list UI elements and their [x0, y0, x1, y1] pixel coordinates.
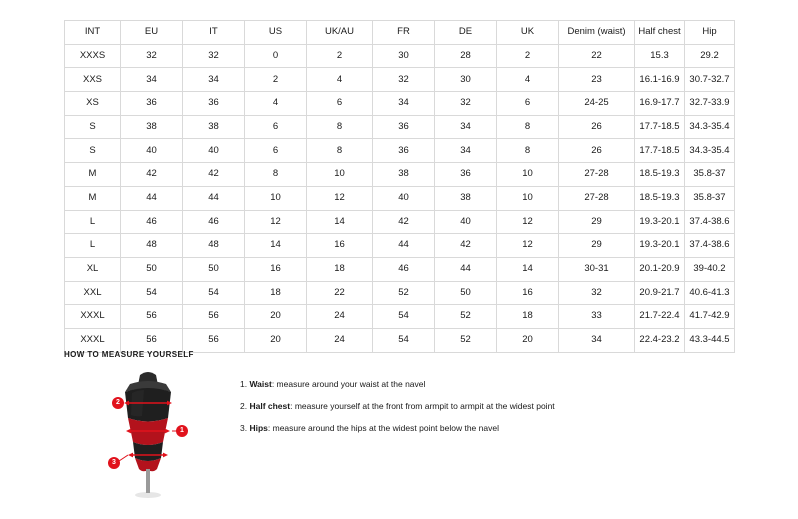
cell-fr: 30: [373, 44, 435, 68]
cell-eu: 54: [121, 281, 183, 305]
cell-de: 44: [435, 257, 497, 281]
cell-hip: 30.7-32.7: [685, 68, 735, 92]
cell-de: 30: [435, 68, 497, 92]
table-header: [65, 21, 735, 45]
cell-us: 8: [245, 163, 307, 187]
cell-half-chest: 17.7-18.5: [635, 115, 685, 139]
cell-eu: 34: [121, 68, 183, 92]
cell-us: 20: [245, 328, 307, 352]
how-to-measure-section: [64, 350, 744, 499]
table-row: [65, 305, 735, 329]
cell-uk-au: 24: [307, 305, 373, 329]
cell-eu: 42: [121, 163, 183, 187]
cell-half-chest: 17.7-18.5: [635, 139, 685, 163]
measure-item-text: : measure around the hips at the widest point below the navel: [267, 423, 499, 434]
cell-fr: 52: [373, 281, 435, 305]
column-header-eu: EU: [121, 21, 183, 45]
cell-eu: 44: [121, 186, 183, 210]
list-item: [240, 423, 555, 433]
cell-uk-au: 18: [307, 257, 373, 281]
cell-us: 14: [245, 234, 307, 258]
cell-it: 38: [183, 115, 245, 139]
cell-eu: 32: [121, 44, 183, 68]
cell-it: 50: [183, 257, 245, 281]
cell-denim-waist: 29: [559, 210, 635, 234]
cell-int: XS: [65, 92, 121, 116]
cell-int: L: [65, 234, 121, 258]
cell-half-chest: 19.3-20.1: [635, 210, 685, 234]
cell-denim-waist: 33: [559, 305, 635, 329]
cell-fr: 44: [373, 234, 435, 258]
cell-it: 34: [183, 68, 245, 92]
mannequin-illustration: [88, 369, 208, 499]
column-header-fr: FR: [373, 21, 435, 45]
list-item: [240, 379, 555, 389]
cell-eu: 38: [121, 115, 183, 139]
cell-uk: 14: [497, 257, 559, 281]
measure-item-term: Waist: [249, 379, 272, 389]
cell-fr: 36: [373, 115, 435, 139]
measure-item-number: 2.: [240, 401, 248, 412]
cell-it: 32: [183, 44, 245, 68]
cell-hip: 39-40.2: [685, 257, 735, 281]
cell-us: 18: [245, 281, 307, 305]
cell-eu: 50: [121, 257, 183, 281]
column-header-uk: UK: [497, 21, 559, 45]
column-header-de: DE: [435, 21, 497, 45]
measure-instructions-list: [240, 369, 555, 446]
cell-uk: 18: [497, 305, 559, 329]
cell-fr: 42: [373, 210, 435, 234]
cell-uk: 12: [497, 234, 559, 258]
cell-us: 2: [245, 68, 307, 92]
size-table: [64, 20, 735, 353]
column-header-int: INT: [65, 21, 121, 45]
cell-int: S: [65, 115, 121, 139]
cell-de: 42: [435, 234, 497, 258]
table-row: [65, 92, 735, 116]
cell-us: 12: [245, 210, 307, 234]
cell-us: 16: [245, 257, 307, 281]
cell-it: 40: [183, 139, 245, 163]
cell-uk-au: 6: [307, 92, 373, 116]
cell-us: 4: [245, 92, 307, 116]
cell-uk-au: 16: [307, 234, 373, 258]
measure-item-text: : measure around your waist at the navel: [271, 379, 426, 389]
cell-de: 40: [435, 210, 497, 234]
cell-denim-waist: 27-28: [559, 186, 635, 210]
mannequin-figure-icon: [88, 369, 208, 499]
cell-hip: 37.4-38.6: [685, 210, 735, 234]
cell-us: 0: [245, 44, 307, 68]
cell-eu: 56: [121, 328, 183, 352]
cell-it: 54: [183, 281, 245, 305]
cell-uk-au: 10: [307, 163, 373, 187]
table-row: [65, 234, 735, 258]
cell-half-chest: 20.1-20.9: [635, 257, 685, 281]
measure-item-number: 1.: [240, 379, 248, 389]
cell-int: XL: [65, 257, 121, 281]
cell-fr: 40: [373, 186, 435, 210]
cell-uk: 20: [497, 328, 559, 352]
size-chart: [64, 20, 734, 353]
cell-denim-waist: 30-31: [559, 257, 635, 281]
cell-hip: 43.3-44.5: [685, 328, 735, 352]
cell-fr: 34: [373, 92, 435, 116]
cell-denim-waist: 29: [559, 234, 635, 258]
cell-uk: 10: [497, 163, 559, 187]
cell-hip: 34.3-35.4: [685, 115, 735, 139]
cell-uk-au: 8: [307, 115, 373, 139]
table-row: [65, 186, 735, 210]
list-item: [240, 401, 555, 411]
cell-int: XXXL: [65, 328, 121, 352]
cell-denim-waist: 26: [559, 115, 635, 139]
cell-it: 36: [183, 92, 245, 116]
cell-denim-waist: 24-25: [559, 92, 635, 116]
cell-uk-au: 4: [307, 68, 373, 92]
cell-fr: 36: [373, 139, 435, 163]
cell-eu: 48: [121, 234, 183, 258]
cell-it: 56: [183, 328, 245, 352]
cell-int: XXXL: [65, 305, 121, 329]
cell-hip: 37.4-38.6: [685, 234, 735, 258]
column-header-it: IT: [183, 21, 245, 45]
measure-item-term: Half chest: [249, 401, 291, 412]
how-to-measure-title: HOW TO MEASURE YOURSELF: [64, 350, 194, 359]
cell-hip: 32.7-33.9: [685, 92, 735, 116]
cell-uk: 2: [497, 44, 559, 68]
cell-it: 42: [183, 163, 245, 187]
cell-uk-au: 12: [307, 186, 373, 210]
cell-de: 52: [435, 305, 497, 329]
table-header-row: [65, 21, 735, 45]
cell-denim-waist: 32: [559, 281, 635, 305]
cell-half-chest: 18.5-19.3: [635, 163, 685, 187]
cell-uk-au: 8: [307, 139, 373, 163]
cell-us: 10: [245, 186, 307, 210]
cell-de: 32: [435, 92, 497, 116]
cell-denim-waist: 26: [559, 139, 635, 163]
cell-denim-waist: 23: [559, 68, 635, 92]
cell-it: 44: [183, 186, 245, 210]
cell-int: S: [65, 139, 121, 163]
table-row: [65, 139, 735, 163]
table-row: [65, 210, 735, 234]
cell-int: XXS: [65, 68, 121, 92]
cell-half-chest: 20.9-21.7: [635, 281, 685, 305]
cell-it: 46: [183, 210, 245, 234]
cell-int: XXL: [65, 281, 121, 305]
cell-fr: 46: [373, 257, 435, 281]
cell-us: 20: [245, 305, 307, 329]
cell-int: L: [65, 210, 121, 234]
cell-us: 6: [245, 115, 307, 139]
cell-int: M: [65, 186, 121, 210]
table-row: [65, 328, 735, 352]
table-row: [65, 281, 735, 305]
cell-it: 48: [183, 234, 245, 258]
column-header-uk-au: UK/AU: [307, 21, 373, 45]
how-to-measure-body: [64, 369, 744, 499]
cell-de: 38: [435, 186, 497, 210]
cell-de: 50: [435, 281, 497, 305]
cell-hip: 41.7-42.9: [685, 305, 735, 329]
measure-item-term: Hips: [249, 423, 268, 434]
cell-int: XXXS: [65, 44, 121, 68]
cell-uk: 16: [497, 281, 559, 305]
column-header-hip: Hip: [685, 21, 735, 45]
cell-denim-waist: 22: [559, 44, 635, 68]
cell-uk: 8: [497, 115, 559, 139]
table-row: [65, 44, 735, 68]
cell-eu: 46: [121, 210, 183, 234]
cell-de: 34: [435, 115, 497, 139]
cell-half-chest: 18.5-19.3: [635, 186, 685, 210]
cell-half-chest: 19.3-20.1: [635, 234, 685, 258]
table-row: [65, 163, 735, 187]
column-header-half-chest: Half chest: [635, 21, 685, 45]
cell-int: M: [65, 163, 121, 187]
cell-eu: 56: [121, 305, 183, 329]
cell-fr: 54: [373, 328, 435, 352]
cell-de: 34: [435, 139, 497, 163]
table-row: [65, 68, 735, 92]
cell-fr: 32: [373, 68, 435, 92]
table-body: [65, 44, 735, 352]
cell-fr: 38: [373, 163, 435, 187]
half-chest-marker: 2: [112, 397, 124, 409]
measure-item-text: : measure yourself at the front from armpit to armpit at the widest point: [290, 401, 555, 412]
cell-half-chest: 22.4-23.2: [635, 328, 685, 352]
cell-uk: 12: [497, 210, 559, 234]
cell-uk-au: 2: [307, 44, 373, 68]
cell-uk: 8: [497, 139, 559, 163]
cell-uk-au: 22: [307, 281, 373, 305]
cell-half-chest: 21.7-22.4: [635, 305, 685, 329]
cell-eu: 36: [121, 92, 183, 116]
cell-hip: 40.6-41.3: [685, 281, 735, 305]
cell-half-chest: 15.3: [635, 44, 685, 68]
cell-half-chest: 16.1-16.9: [635, 68, 685, 92]
cell-de: 52: [435, 328, 497, 352]
table-row: [65, 115, 735, 139]
cell-uk: 6: [497, 92, 559, 116]
cell-uk: 10: [497, 186, 559, 210]
cell-eu: 40: [121, 139, 183, 163]
cell-de: 28: [435, 44, 497, 68]
column-header-us: US: [245, 21, 307, 45]
cell-hip: 29.2: [685, 44, 735, 68]
cell-fr: 54: [373, 305, 435, 329]
cell-denim-waist: 27-28: [559, 163, 635, 187]
measure-item-number: 3.: [240, 423, 248, 434]
cell-de: 36: [435, 163, 497, 187]
cell-hip: 35.8-37: [685, 186, 735, 210]
cell-uk: 4: [497, 68, 559, 92]
cell-half-chest: 16.9-17.7: [635, 92, 685, 116]
cell-denim-waist: 34: [559, 328, 635, 352]
waist-marker: 1: [176, 425, 188, 437]
table-row: [65, 257, 735, 281]
cell-hip: 35.8-37: [685, 163, 735, 187]
cell-hip: 34.3-35.4: [685, 139, 735, 163]
hips-marker: 3: [108, 457, 120, 469]
cell-uk-au: 14: [307, 210, 373, 234]
cell-it: 56: [183, 305, 245, 329]
cell-us: 6: [245, 139, 307, 163]
cell-uk-au: 24: [307, 328, 373, 352]
column-header-denim-waist: Denim (waist): [559, 21, 635, 45]
